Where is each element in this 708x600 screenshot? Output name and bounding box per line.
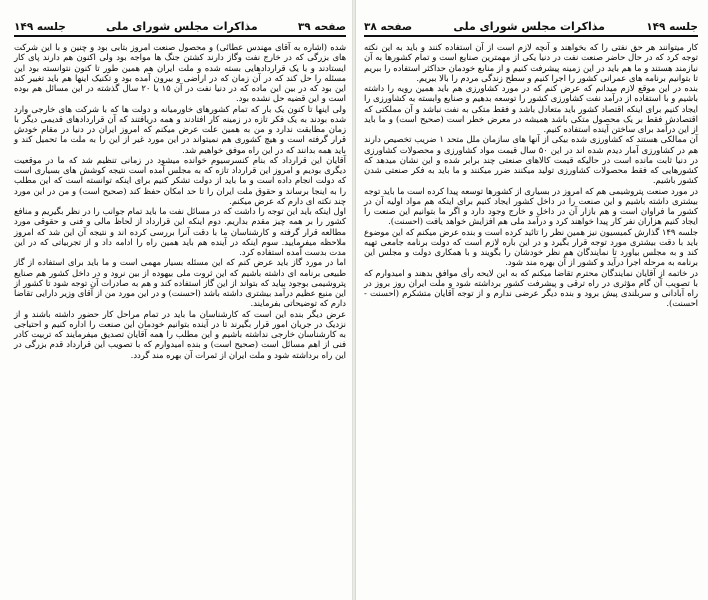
paragraph: شده (اشاره به آقای مهندس عطائی) و محصول صنعت امروز بتابی بود و چنین و با این شرکت های بزرگی که در خارج نفت وگاز دارند کشتن جنگ ها مواجه بود ولی اکنون هم دارند پای کار ایستادند و با یک قراردادهایی بسته شده و ملت ایران هم همین طور تا کنون نتوانسته بود این مسئله را حل کند که در آن زمان که در اراضی و بیرون آمده بود و تکنیک اینها هم باید تغییر کند این بود که در بین این ماده که در دنیا نفت در آن ۱۵ یا ۲۰ سال گذشته در این مسائل هم بوده است و این قضیه حل نشده بود. — [14, 42, 346, 104]
left-page-header — [14, 20, 346, 37]
right-page — [356, 0, 708, 600]
paragraph: کار میتوانند هر حق نفتی را که بخواهند و آنچه لازم است از آن استفاده کنند و باید به این نکته توجه کرد که در حال حاضر صنعت نفت در دنیا یکی از مهمترین صنایع است و تمام کشورها به آن نیازمند هستند و ما هم باید در این زمینه پیشرفت کنیم و از منابع خودمان حداکثر استفاده را ببریم تا بتوانیم برنامه های عمرانی کشور را اجرا کنیم و سطح زندگی مردم را بالا ببریم. — [364, 42, 698, 83]
paragraph: اول اینکه باید این توجه را داشت که در مسائل نفت ما باید تمام جوانب را در نظر بگیریم و منافع کشور را بر همه چیز مقدم بداریم. دوم اینکه این قرارداد از لحاظ مالی و فنی و حقوقی مورد مطالعه قرار گرفته و کارشناسان ما با دقت آنرا بررسی کرده اند و نتیجه آن این شد که امروز ملاحظه میفرمایید. سوم اینکه در آینده هم باید همین راه را ادامه داد و از تجربیاتی که در این مدت بدست آمده استفاده کرد. — [14, 206, 346, 257]
left-page-body — [14, 42, 346, 360]
paragraph: اما در مورد گاز باید عرض کنم که این مسئله بسیار مهمی است و ما باید برای استفاده از گاز طبیعی برنامه ای داشته باشیم که این ثروت ملی بیهوده از بین نرود و در داخل کشور هم صنایع پتروشیمی بوجود بیاید که بتواند از این گاز استفاده کند و هم به صادرات آن توجه شود تا کشور از این منبع عظیم درآمد بیشتری داشته باشد (احسنت) و در این مورد من از آقای وزیر دارایی تقاضا دارم که توضیحاتی بفرمایند. — [14, 257, 346, 309]
paragraph: در مورد صنعت پتروشیمی هم که امروز در بسیاری از کشورها توسعه پیدا کرده است ما باید توجه بیشتری داشته باشیم و این صنعت را در داخل کشور ایجاد کنیم برای اینکه هم مواد اولیه آن در کشور ما فراوان است و هم بازار آن در داخل و خارج وجود دارد و اگر ما بتوانیم این صنعت را ایجاد کنیم هزاران نفر کار پیدا خواهند کرد و درآمد ملی هم افزایش خواهد یافت (احسنت). — [364, 185, 698, 227]
left-page — [0, 0, 352, 600]
right-page-header — [364, 20, 698, 37]
paragraph: جلسه ۱۴۹ گذارش کمیسیون نیز همین نظر را تائید کرده است و بنده عرض میکنم که این موضوع باید با دقت بیشتری مورد توجه قرار بگیرد و در این باره لازم است که دولت برنامه جامعی تهیه کند و به مجلس بیاورد تا نمایندگان هم نظر خودشان را بگویند و با همکاری دولت و مجلس این برنامه به مرحله اجرا درآید و کشور از آن بهره مند شود. — [364, 226, 698, 268]
paragraph: در خاتمه از آقایان نمایندگان محترم تقاضا میکنم که به این لایحه رأی موافق بدهند و امیدوارم که با تصویب آن گام مؤثری در راه ترقی و پیشرفت کشور برداشته شود و ملت ایران روز بروز در راه آبادانی و سربلندی پیش برود و بنده دیگر عرضی ندارم و از توجه آقایان متشکرم (احسنت - احسنت). — [364, 267, 698, 309]
paragraph: عرض دیگر بنده این است که کارشناسان ما باید در تمام مراحل کار حضور داشته باشند و از نزدیک در جریان امور قرار بگیرند تا در آینده بتوانیم خودمان این صنعت را اداره کنیم و احتیاجی به کارشناسان خارجی نداشته باشیم و این مطلب را همه آقایان تصدیق میفرمایند که تربیت کادر فنی از اهم مسائل است (صحیح است) و بنده امیدوارم که با تصویب این قرارداد قدم بزرگی در این راه برداشته شود و ملت ایران از ثمرات آن بهره مند گردد. — [14, 308, 346, 360]
left-page-number: صفحه ۳۹ — [297, 20, 346, 33]
left-session-number: جلسه ۱۴۹ — [14, 20, 66, 33]
right-session-number: جلسه ۱۴۹ — [646, 20, 698, 33]
paragraph: ولی اینها تا کنون یک بار که تمام کشورهای خاورمیانه و دولت ها که با شرکت های خارجی وارد شده بودند به یک فکر تازه در زمینه کار افتادند و همه دریافتند که آن قراردادهای قدیمی دیگر با زمان مطابقت ندارد و من به همین علت عرض میکنم که امروز ایران در دنیا در مقام خودش قرار گرفته است و هیچ کشوری هم نمیتواند در این مورد غیر از این را به ملت ما تحمیل کند و باید همه بدانند که در این راه موفق خواهیم شد. — [14, 103, 346, 155]
right-page-number: صفحه ۳۸ — [364, 20, 413, 33]
paragraph: آقایان این قرارداد که بنام کنسرسیوم خوانده میشود در زمانی تنظیم شد که ما در موقعیت دیگری بودیم و امروز این قرارداد تازه که به مجلس آمده است نتیجه کوشش های بسیاری است که دولت انجام داده است و ما باید از دولت تشکر کنیم برای اینکه توانسته است که این مطلب را به اینجا برساند و حقوق ملت ایران را تا حد امکان حفظ کند (صحیح است) و من در این مورد چند نکته ای دارم که عرض میکنم. — [14, 154, 346, 206]
right-page-body — [364, 42, 698, 309]
paragraph: بنده در این موقع لازم میدانم که عرض کنم که در مورد کشاورزی هم باید همین رویه را داشته باشیم و با استفاده از درآمد نفت کشاورزی کشور را توسعه بدهیم و صنایع وابسته به کشاورزی را ایجاد کنیم برای اینکه اقتصاد کشور باید متعادل باشد و فقط متکی به نفت نباشد و آن مملکتی که اقتصادش فقط بر یک محصول متکی باشد همیشه در معرض خطر است (صحیح است) و ما باید از این درآمد برای ساختن آینده استفاده کنیم. — [364, 83, 698, 134]
right-page-title: مذاکرات مجلس شورای ملی — [453, 20, 605, 33]
paragraph: آن ممالکی هستند که کشاورزی شده بیکی از آنها های سازمان ملل متحد ۱ ضریب تخصیص دارند هم در کشاورزی آمار دیدم شده اند در این ۵۰ سال قیمت مواد کشاورزی و محصولات کشاورزی در دنیا ثابت مانده است در حالیکه قیمت کالاهای صنعتی چند برابر شده و این نشان میدهد که کشورهایی که فقط محصولات کشاورزی تولید میکنند ضرر میکنند و ما باید به فکر صنعتی شدن کشور باشیم. — [364, 134, 699, 186]
left-page-title: مذاکرات مجلس شورای ملی — [106, 20, 258, 33]
